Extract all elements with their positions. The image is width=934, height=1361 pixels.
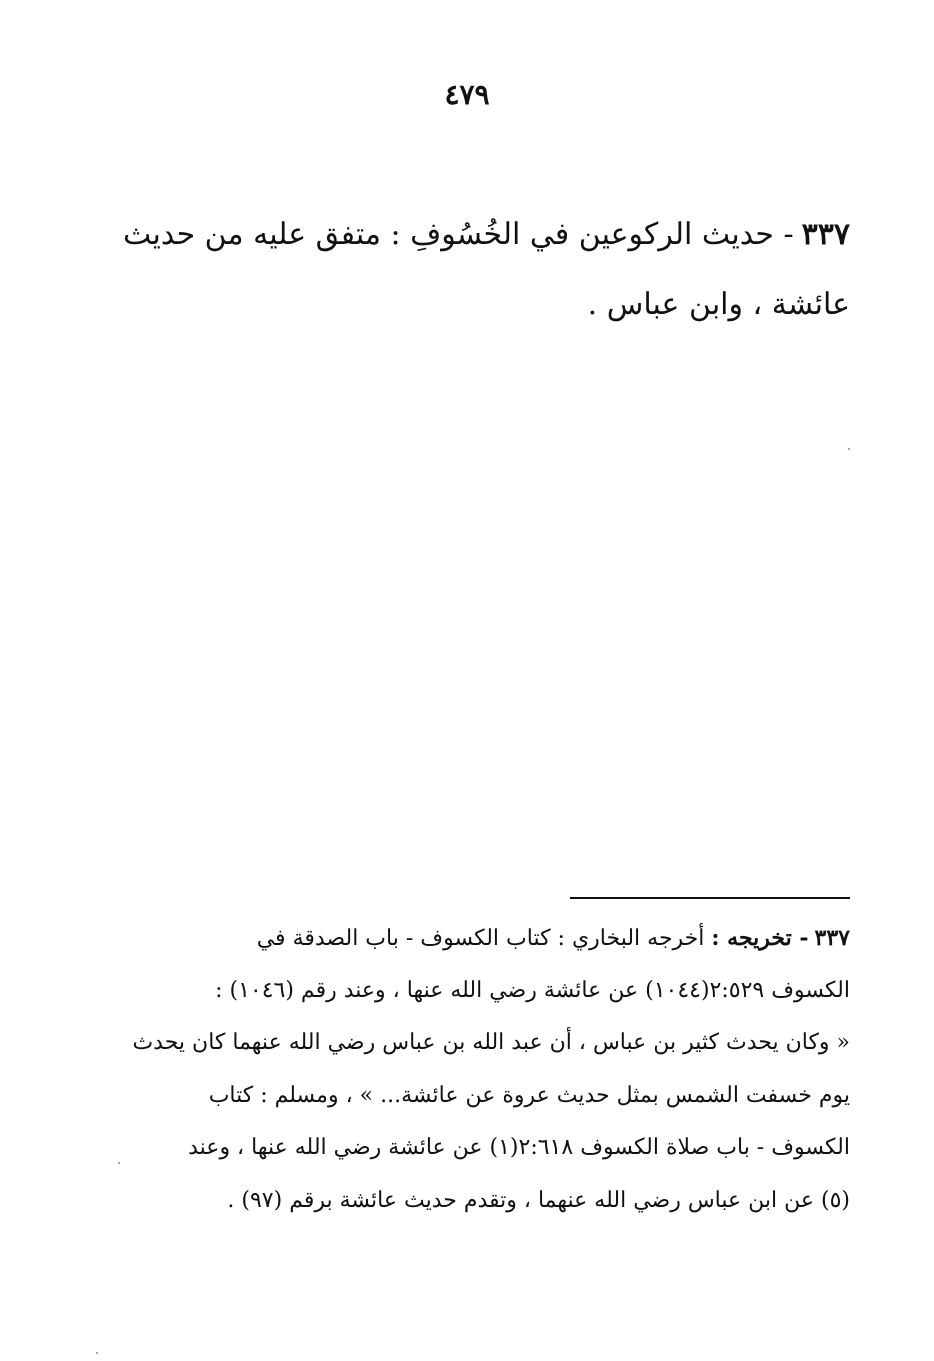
main-entry [123, 200, 850, 340]
footnote-line-1 [120, 912, 850, 965]
footnote-divider [570, 897, 850, 899]
footnote-line-3: « وكان يحدث كثير بن عباس ، أن عبد الله بن عباس رضي الله عنهما كان يحدث [132, 1030, 850, 1055]
page-number: ٤٧٩ [444, 78, 490, 111]
footnote-number: ٣٣٧ [814, 925, 850, 951]
main-entry-text-1: - حديث الركوعين في الخُسُوفِ : متفق عليه من حديث [123, 217, 794, 252]
footnote-text-1: أخرجه البخاري : كتاب الكسوف - باب الصدقة في [256, 926, 712, 951]
footnote-line-5: الكسوف - باب صلاة الكسوف ٢:٦١٨(١) عن عائشة رضي الله عنها ، وعند [188, 1135, 850, 1160]
footnote-label: - تخريجه : [711, 925, 809, 951]
footnote-line-2: الكسوف ٢:٥٢٩(١٠٤٤) عن عائشة رضي الله عنها ، وعند رقم (١٠٤٦) : [215, 977, 850, 1003]
footnote-line-4: يوم خسفت الشمس بمثل حديث عروة عن عائشة... » ، ومسلم : كتاب [208, 1082, 850, 1108]
main-entry-number: ٣٣٧ [801, 217, 850, 252]
scan-speck [848, 448, 850, 450]
footnote [120, 912, 850, 1227]
main-entry-line-1 [123, 200, 850, 270]
scan-speck [96, 1352, 98, 1354]
main-entry-line-2: عائشة ، وابن عباس . [587, 287, 850, 322]
scan-speck [118, 1162, 120, 1164]
footnote-line-6: (٥) عن ابن عباس رضي الله عنهما ، وتقدم حديث عائشة برقم (٩٧) . [227, 1187, 850, 1213]
